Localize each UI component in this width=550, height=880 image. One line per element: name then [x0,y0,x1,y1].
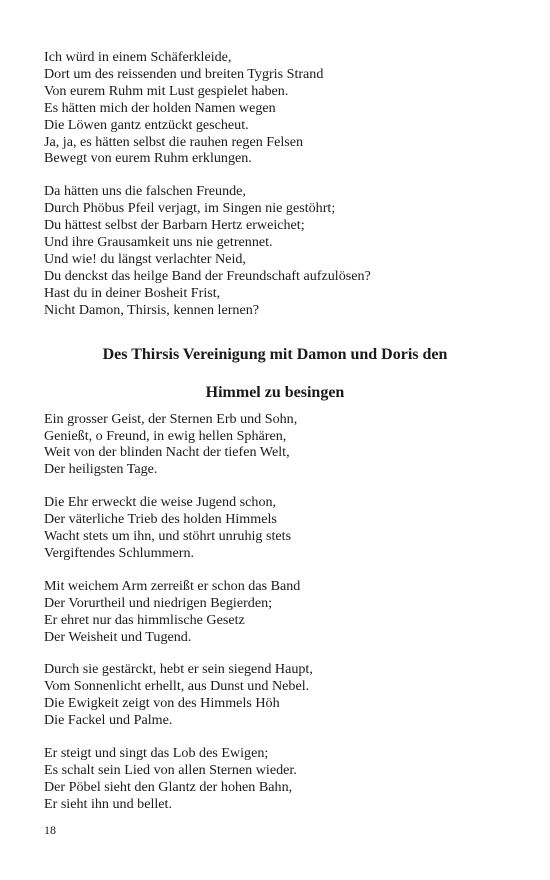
verse-line: Ja, ja, es hätten selbst die rauhen regen Felsen [44,133,304,150]
verse-line: Der Pöbel sieht den Glantz der hohen Bahn, [44,778,293,795]
verse-line: Du denckst das heilge Band der Freundschaft aufzulösen? [44,267,371,284]
verse-line: Die Fackel und Palme. [44,712,173,729]
poem-title [44,339,506,409]
poem2-stanza-2 [44,494,514,562]
poem1-stanza-1 [44,49,514,167]
verse-line: Der heiligsten Tage. [44,461,158,478]
poem2-stanza-3 [44,578,514,646]
verse-line: Und ihre Grausamkeit uns nie getrennet. [44,234,273,251]
verse-line: Bewegt von eurem Ruhm erklungen. [44,150,252,167]
verse-line: Es hätten mich der holden Namen wegen [44,99,276,116]
verse-line: Vom Sonnenlicht erhellt, aus Dunst und Nebel. [44,678,310,695]
verse-line: Er steigt und singt das Lob des Ewigen; [44,745,269,762]
verse-line: Der väterliche Trieb des holden Himmels [44,511,277,528]
verse-line: Er sieht ihn und bellet. [44,795,172,812]
verse-line: Die Löwen gantz entzückt gescheut. [44,116,249,133]
verse-line: Wacht stets um ihn, und stöhrt unruhig stets [44,528,292,545]
poem1-stanza-2 [44,183,514,318]
verse-line: Die Ewigkeit zeigt von des Himmels Höh [44,695,280,712]
verse-line: Nicht Damon, Thirsis, kennen lernen? [44,301,260,318]
poem-title-line-2: Himmel zu besingen [205,383,345,401]
page-number: 18 [44,823,56,837]
poem2-stanza-4 [44,661,514,729]
poem2-stanza-5 [44,745,514,813]
verse-line: Genießt, o Freund, in ewig hellen Sphären, [44,427,287,444]
verse-line: Es schalt sein Lied von allen Sternen wieder. [44,762,297,778]
verse-line: Durch sie gestärckt, hebt er sein siegend Haupt, [44,661,313,678]
verse-line: Und wie! du längst verlachter Neid, [44,250,246,267]
verse-line: Weit von der blinden Nacht der tiefen Welt, [44,444,290,461]
verse-line: Dort um des reissenden und breiten Tygris Strand [44,65,324,82]
verse-line: Da hätten uns die falschen Freunde, [44,183,246,200]
verse-line: Er ehret nur das himmlische Gesetz [44,611,245,628]
verse-line: Du hättest selbst der Barbarn Hertz erweichet; [44,217,305,234]
poem2-stanza-1 [44,411,514,479]
poem-title-line-1: Des Thirsis Vereinigung mit Damon und Doris den [102,345,448,363]
verse-line: Hast du in deiner Bosheit Frist, [44,284,221,301]
verse-line: Der Vorurtheil und niedrigen Begierden; [44,594,273,611]
verse-line: Durch Phöbus Pfeil verjagt, im Singen nie gestöhrt; [44,200,336,217]
verse-line: Vergiftendes Schlummern. [44,544,195,561]
verse-line: Ein grosser Geist, der Sternen Erb und Sohn, [44,410,298,427]
verse-line: Ich würd in einem Schäferkleide, [44,49,232,65]
verse-line: Mit weichem Arm zerreißt er schon das Band [44,577,301,594]
verse-line: Die Ehr erweckt die weise Jugend schon, [44,494,277,511]
page-body [44,49,514,829]
verse-line: Der Weisheit und Tugend. [44,628,192,645]
verse-line: Von eurem Ruhm mit Lust gespielet haben. [44,82,289,99]
